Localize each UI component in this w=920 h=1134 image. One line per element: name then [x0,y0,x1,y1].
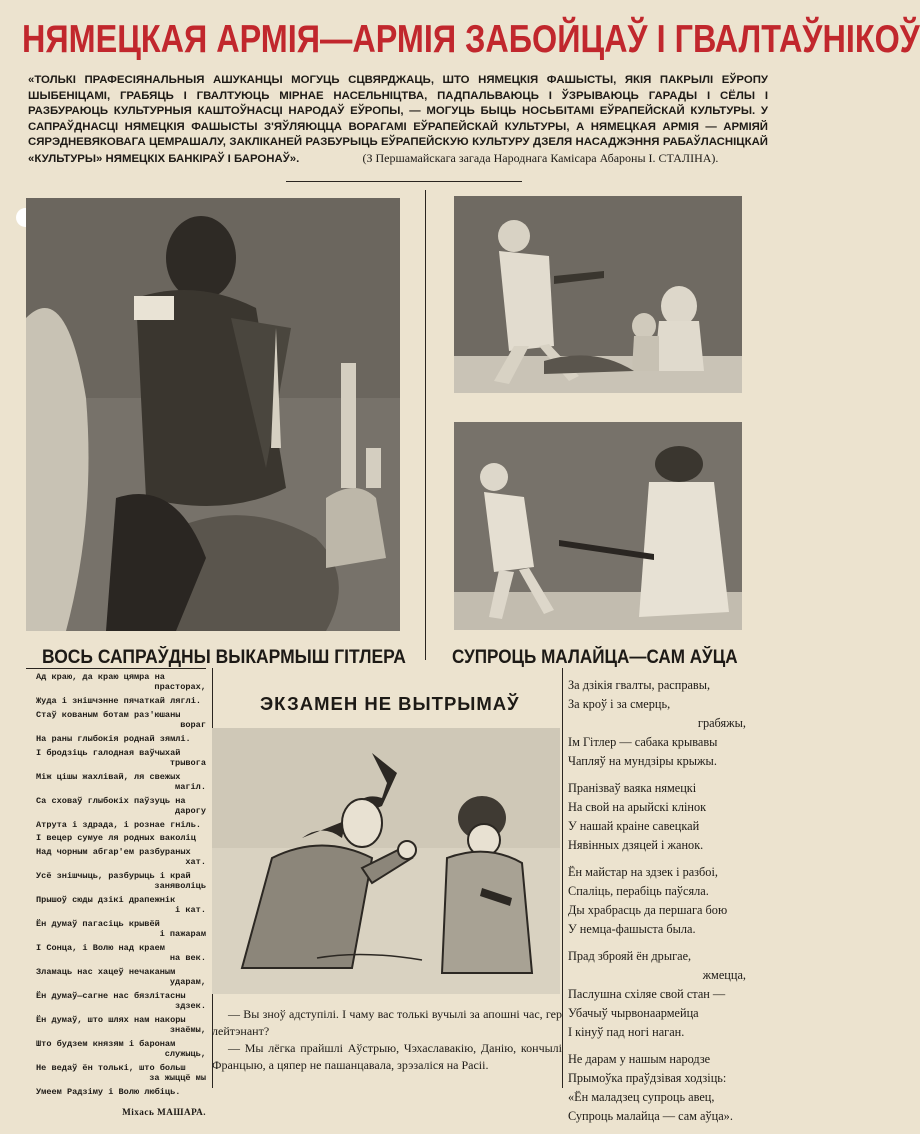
poem-line: Атрута і здрада, і рознае гніль. [36,819,202,830]
poem-line: Убачыў чырвонаармейца [568,1006,699,1020]
column-divider-right [562,668,563,1088]
poem-line: Між цішы жахлівай, ля свежых магіл. [36,771,206,792]
poem-line: І бродзіць галодная ваўчыхай трывога [36,747,206,768]
poem-line: Прышоў сюды дзікі драпежнік і кат. [36,895,206,916]
poem-line: Над чорным абгар'ем разбураных хат. [36,847,206,868]
poem-line: Не ведаў ён толькі, што больш за жыццё мы [36,1063,206,1084]
poem-right [568,676,746,1134]
poem-stanza [568,863,746,939]
cartoon-dialog [212,1006,562,1074]
poem-line: У немца-фашыста была. [568,922,696,936]
poem-line: Усё знішчыць, разбурыць і край заняволіць [36,871,206,892]
quote-underline [286,181,522,182]
poem-line: І вецер сумуе ля родных ваколіц [36,833,196,844]
poem-line: І Сонца, і Волю над краем на век. [36,943,206,964]
poem-line: Прад зброяй ён дрыгае, жмецца, [568,949,746,982]
poem-line: Ён думаў, што шлях нам накоры знаёмы, [36,1015,206,1036]
poem-line: Ды храбрасць да першага бою [568,903,728,917]
poem-line: На свой на арыйскі клінок [568,800,707,814]
poem-line: Ён майстар на здзек і разбоі, [568,865,718,879]
stalin-quote [28,73,768,168]
poem-line: Што будзем князям і баронам служыць, [36,1039,206,1060]
poem-line: Супроць малайца — сам аўца». [568,1109,733,1123]
poem-stanza [568,947,746,1042]
cartoon-title: ЭКЗАМЕН НЕ ВЫТРЫМАЎ [260,693,520,714]
poem-line: За кроў і за смерць, грабяжы, [568,697,746,730]
quote-source: (З Першамайскага загада Народнага Камісара Абароны І. СТАЛІНА). [362,150,719,165]
illustration-soldier-with-children [454,196,742,393]
poem-line: Жуда і знішчэнне пячаткай ляглі. [36,696,202,706]
illustration-hitler-offspring [26,198,400,631]
poem-line: Прымоўка праўдзівая ходзіць: [568,1071,727,1085]
poem-line: Зламаць нас хацеў нечаканым ударам, [36,967,206,988]
dialog-line-answer: — Мы лёгка прайшлі Аўстрыю, Чэхаславакію, Данію, кончылі Францыю, а цяпер не пашанцавала, зрэзаліся на Расіі. [212,1041,562,1072]
poem-stanza [568,779,746,855]
illustration-soldier-facing-bayonet [454,422,742,630]
caption-left: ВОСЬ САПРАЎДНЫ ВЫКАРМЫШ ГІТЛЕРА [42,647,406,668]
poem-stanza [568,1050,746,1126]
poem-stanza [568,676,746,771]
poem-line: Нявінных дзяцей і жанок. [568,838,704,852]
poem-line: Умеем Радзіму і Волю любіць. [36,1087,181,1098]
illustration-drawing [26,198,400,631]
caption-right: СУПРОЦЬ МАЛАЙЦА—САМ АЎЦА [452,647,738,668]
poem-line: Ён думаў пагасіць крывёй і пажарам [36,919,206,940]
poem-line: Чапляў на мундзіры крыжы. [568,754,717,768]
poem-line: Спаліць, перабіць паўсяла. [568,884,709,898]
page-headline: НЯМЕЦКАЯ АРМІЯ—АРМІЯ ЗАБОЙЦАЎ І ГВАЛТАЎНІКОЎ [22,18,920,61]
poem-line: Са сховаў глыбокіх паўзуць на дарогу [36,795,206,816]
poem-line: За дзікія гвалты, расправы, [568,678,711,692]
poem-line: І кінуў пад ногі наган. [568,1025,685,1039]
poem-line: Стаў кованым ботам раз'юшаны вораг [36,709,206,730]
quote-text: «ТОЛЬКІ ПРАФЕСІЯНАЛЬНЫЯ АШУКАНЦЫ МОГУЦЬ СЦВЯРДЖАЦЬ, ШТО НЯМЕЦКІЯ ФАШЫСТЫ, ЯКІЯ ПАКРЫЛІ ЕЎРОПУ ШЫБЕНІЦАМІ, ГРАБЯЦЬ І ГВАЛТУЮЦЬ МІРНАЕ НАСЕЛЬНІЦТВА, ПАДПАЛЬВАЮЦЬ І ЎЗРЫВАЮЦЬ ГАРАДЫ І СЁЛЫ І РАЗБУРАЮЦЬ КУЛЬТУРНЫЯ КАШТОЎНАСЦІ НАРОДАЎ ЕЎРОПЫ, — МОГУЦЬ БЫЦЬ НОСЬБІТАМІ ЕЎРАПЕЙСКАЙ КУЛЬТУРЫ. У САПРАЎДНАСЦІ НЯМЕЦКІЯ ФАШЫСТЫ З'ЯЎЛЯЮЦЦА ВОРАГАМІ ЕЎРАПЕЙСКАЙ КУЛЬТУРЫ, А НЯМЕЦКАЯ АРМІЯ — АРМІЯЙ СЯРЭДНЕВЯКОВАГА ЦЕМРАШАЛУ, ЗАКЛІКАНЕЙ РАЗБУРЫЦЬ ЕЎРАПЕЙСКУЮ КУЛЬТУРУ ДЗЕЛЯ НАСАДЖЭННЯ РАБАЎЛАСНІЦКАЙ «КУЛЬТУРЫ» НЯМЕЦКІХ БАНКІРАЎ І БАРОНАЎ». [28,74,768,165]
poem-mashara [36,672,206,1118]
caption-rule-left [26,668,206,669]
poem-line: У нашай краіне савецкай [568,819,700,833]
poem-line: Не дарам у нашым народзе [568,1052,711,1066]
illustration-drawing [454,196,742,393]
poem-line: Паслушна схіляе свой стан — [568,987,726,1001]
illustration-drawing [212,728,560,994]
poem-line: Ад краю, да краю цямра на прасторах, [36,672,206,693]
illustration-exam-cartoon [212,728,560,994]
poem-line: На раны глыбокія роднай зямлі. [36,733,191,744]
column-divider-top [425,190,426,660]
poem-author: Міхась МАШАРА. [122,1107,206,1118]
poem-line: Ім Гітлер — сабака крывавы [568,735,718,749]
poem-line: Ён думаў—сагне нас бязлітасны здзек. [36,991,206,1012]
dialog-line-question: — Вы зноў адступілі. І чаму вас толькі вучылі за апошні час, гер лейтэнант? [212,1007,562,1038]
poem-line: «Ён маладзец супроць авец, [568,1090,715,1104]
poem-line: Пранізваў ваяка нямецкі [568,781,697,795]
illustration-drawing [454,422,742,630]
